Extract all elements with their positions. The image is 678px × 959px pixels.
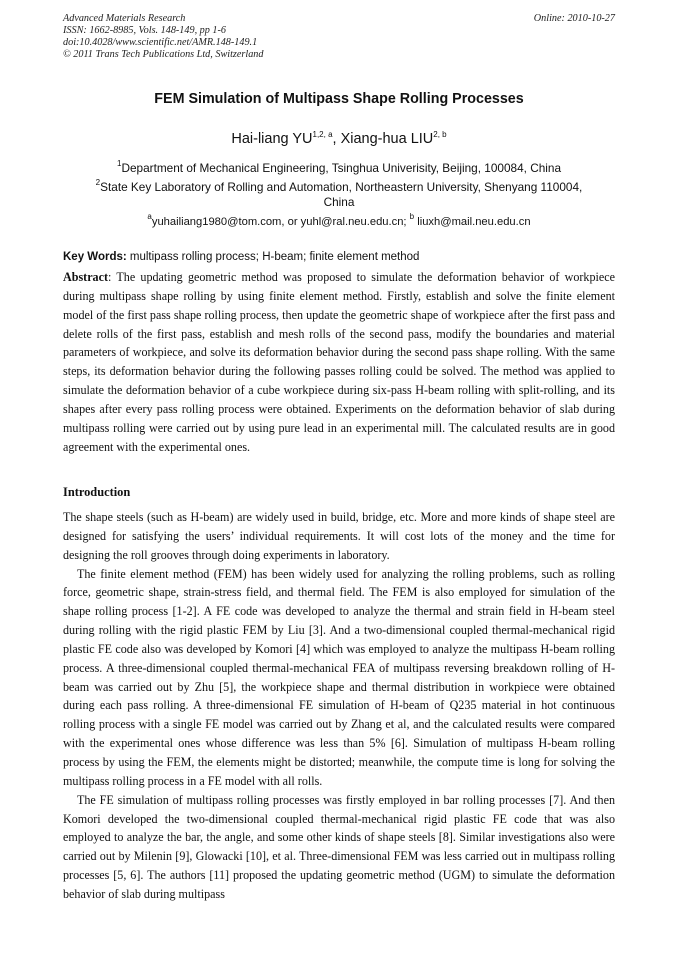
copyright-line: © 2011 Trans Tech Publications Ltd, Switzerland (63, 49, 264, 60)
author-line (0, 130, 678, 147)
affiliation-1-text: Department of Mechanical Engineering, Tsinghua Univerisity, Beijing, 100084, China (121, 161, 562, 175)
email-b: liuxh@mail.neu.edu.cn (414, 216, 531, 228)
affiliation-2-text: State Key Laboratory of Rolling and Automation, Northeastern University, Shenyang 110004, (100, 180, 583, 194)
email-a: yuhailiang1980@tom.com, or yuhl@ral.neu.edu.cn; (151, 216, 410, 228)
introduction-heading: Introduction (63, 485, 131, 499)
online-date: Online: 2010-10-27 (533, 13, 615, 24)
affiliation-2-continued: China (323, 195, 355, 209)
email-b-mark: b (409, 212, 415, 221)
affiliation-1 (0, 159, 678, 175)
introduction-body (63, 508, 615, 904)
keywords-label: Key Words: (63, 251, 127, 263)
journal-name: Advanced Materials Research (63, 13, 186, 24)
journal-header (63, 13, 615, 61)
affiliation-2 (0, 178, 678, 194)
affiliation-2-mark: 2 (95, 178, 101, 187)
affiliation-1-mark: 1 (116, 159, 122, 168)
abstract (63, 268, 615, 456)
paper-title: FEM Simulation of Multipass Shape Rolling Processes (154, 91, 524, 107)
abstract-text: : The updating geometric method was proposed to simulate the deformation behavior of workpiece during multipass shape rolling by using finite element method. Firstly, establish and solve the finite element model of the first pass shape rolling process, then update the geometric shape of workpiece after the first pass and delete rolls of the first pass, establish and mesh rolls of the second pass, modify the boundaries and material parameters of workpiece, and solve its deformation behavior during the second pass shape rolling. With the same steps, its deformation behavior during the following passes rolling could be solved. The method was applied to simulate the deformation behavior of a cube workpiece during six-pass H-beam rolling with split-rolling, and its shapes after every pass rolling process were obtained. Experiments on the deformation behavior of slab during multipass rolling were carried out by using pure lead in an experimental mill. The calculated results are in good agreement with the experimental ones. (63, 270, 615, 454)
author-1: Hai-liang YU (231, 131, 313, 147)
doi-line: doi:10.4028/www.scientific.net/AMR.148-149.1 (63, 37, 258, 48)
author-2: Xiang-hua LIU (340, 131, 434, 147)
abstract-label: Abstract (63, 270, 109, 284)
keywords (63, 251, 615, 263)
intro-paragraph-2: The finite element method (FEM) has been widely used for analyzing the rolling problems, such as rolling force, geometric shape, strain-stress field, and thermal field. The FEM is also employed for simulation of the shape rolling process [1-2]. A FE code was developed to analyze the thermal and strain field in H-beam steel during rolling with the rigid plastic FEM by Liu [3]. And a two-dimensional coupled thermal-mechanical rigid plastic FE code also was developed by Komori [4] which was employed to analyze the multipass H-beam rolling process. A three-dimensional coupled thermal-mechanical FEA of multipass reversing breakdown rolling of H-beam was carried out by Zhu [5], the workpiece shape and thermal distribution in workpiece were obtained during each pass rolling. A three-dimensional FE simulation of H-beam of Q235 material in hot continuous rolling process with a single FE model was carried out by Zhang et al, and the calculated results were compared with the experimental ones whose difference was less than 5% [6]. Simulation of multipass H-beam rolling process by using the FEM, the elements might be distorted; meanwhile, the compute time is long for solving the multipass rolling process in a FE model with all rolls. (63, 566, 615, 788)
keywords-text: multipass rolling process; H-beam; finite element method (126, 251, 420, 263)
email-a-mark: a (147, 212, 152, 221)
author-2-affil: 2, b (433, 130, 447, 139)
author-1-affil: 1,2, a (312, 130, 333, 139)
author-separator: , (332, 131, 341, 147)
intro-paragraph-1: The shape steels (such as H-beam) are widely used in build, bridge, etc. More and more kinds of shape steel are designed for satisfying the users’ individual requirements. It will cost lots of the money and the time for designing the roll grooves through doing experiments in laboratory. (63, 510, 615, 562)
issn-line: ISSN: 1662-8985, Vols. 148-149, pp 1-6 (63, 25, 226, 36)
intro-paragraph-3: The FE simulation of multipass rolling processes was firstly employed in bar rolling processes [7]. And then Komori developed the two-dimensional coupled thermal-mechanical rigid plastic FE code that was also employed to analyze the bar, the angle, and some other kinds of shape steels [8]. Similar investigations also were carried out by Milenin [9], Glowacki [10], et al. Three-dimensional FEM was less carried out in multipass rolling processes [5, 6]. The authors [11] proposed the updating geometric method (UGM) to simulate the deformation behavior of slab during multipass (63, 792, 615, 901)
email-line (0, 212, 678, 228)
